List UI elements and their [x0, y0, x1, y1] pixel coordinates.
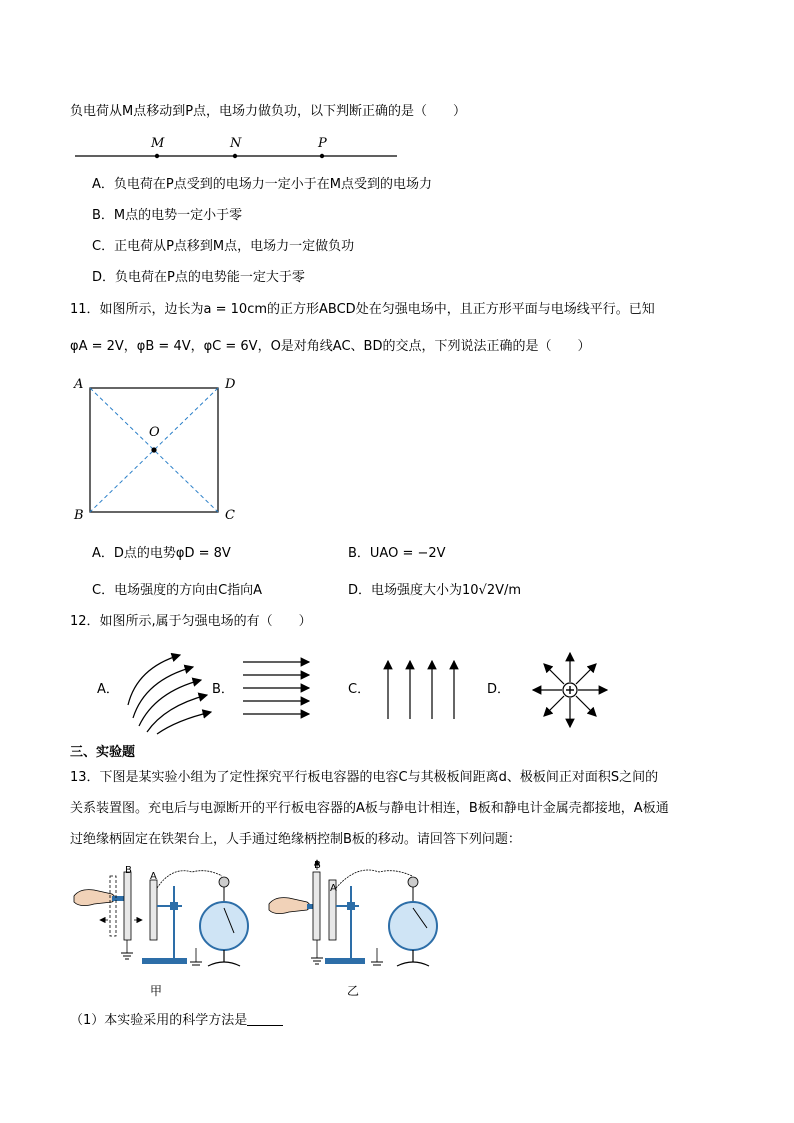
q10-option-d[interactable]: D．负电荷在P点的电势能一定大于零: [92, 270, 305, 285]
jia-label-b: B: [125, 865, 132, 876]
q13-line2: 关系装置图。充电后与电源断开的平行板电容器的A板与静电计相连，B板和静电计金属壳都接地，A板通: [70, 801, 669, 816]
q13-sub-question-1: [70, 1011, 283, 1030]
q11-stem-line1: 11．如图所示，边长为a = 10cm的正方形ABCD处在匀强电场中，且正方形平面与电场线平行。已知: [70, 302, 655, 317]
q12-label-a[interactable]: A．: [97, 682, 119, 697]
figure-caption-yi: 乙: [347, 984, 360, 998]
q12-stem: 12．如图所示,属于匀强电场的有（ ）: [70, 614, 312, 629]
center-label-o: O: [149, 425, 160, 440]
curved-field-lines-figure: [125, 650, 215, 735]
yi-label-b: B: [314, 860, 321, 871]
horizontal-field-lines-figure: [243, 656, 315, 720]
jia-label-a: A: [150, 871, 157, 882]
point-label-n: N: [230, 136, 242, 151]
section-title: 三、实验题: [70, 745, 136, 760]
yi-label-a: A: [330, 883, 337, 894]
q10-option-b[interactable]: B．M点的电势一定小于零: [92, 208, 243, 223]
vertex-label-a: A: [74, 377, 84, 392]
q13-line3: 过绝缘柄固定在铁架台上，人手通过绝缘柄控制B板的移动。请回答下列问题：: [70, 832, 521, 847]
q10-stem: 负电荷从M点移动到P点，电场力做负功，以下判断正确的是（ ）: [70, 104, 467, 119]
q12-label-c[interactable]: C．: [348, 682, 371, 697]
vertex-label-b: B: [74, 508, 84, 523]
square-abcd-figure: [90, 388, 220, 514]
q12-label-d[interactable]: D．: [487, 682, 511, 697]
vertical-field-lines-figure: [382, 655, 462, 721]
q13-sub1-text: （1）本实验采用的科学方法是: [70, 1013, 248, 1028]
point-label-m: M: [151, 136, 165, 151]
vertex-label-c: C: [225, 508, 235, 523]
figure-caption-jia: 甲: [150, 984, 163, 998]
capacitor-experiment-figure-jia: [72, 858, 257, 976]
answer-blank[interactable]: [247, 1011, 283, 1026]
q13-line1: 13．下图是某实验小组为了定性探究平行板电容器的电容C与其极板间距离d、极板间正对面积S之间的: [70, 770, 659, 785]
q10-option-a[interactable]: A．负电荷在P点受到的电场力一定小于在M点受到的电场力: [92, 177, 432, 192]
q11-option-b[interactable]: B．UAO = −2V: [348, 546, 446, 561]
q11-option-a[interactable]: A．D点的电势φD = 8V: [92, 546, 231, 561]
q11-stem-line2: φA = 2V，φB = 4V，φC = 6V，O是对角线AC、BD的交点，下列说法正确的是（ ）: [70, 339, 591, 354]
q11-option-c[interactable]: C．电场强度的方向由C指向A: [92, 583, 263, 598]
point-charge-field-figure: [530, 650, 610, 730]
q11-option-d[interactable]: D．电场强度大小为10√2V/m: [348, 583, 522, 598]
vertex-label-d: D: [225, 377, 236, 392]
capacitor-experiment-figure-yi: [267, 858, 452, 976]
point-label-p: P: [318, 136, 327, 151]
q12-label-b[interactable]: B．: [212, 682, 234, 697]
q10-option-c[interactable]: C．正电荷从P点移到M点，电场力一定做负功: [92, 239, 355, 254]
